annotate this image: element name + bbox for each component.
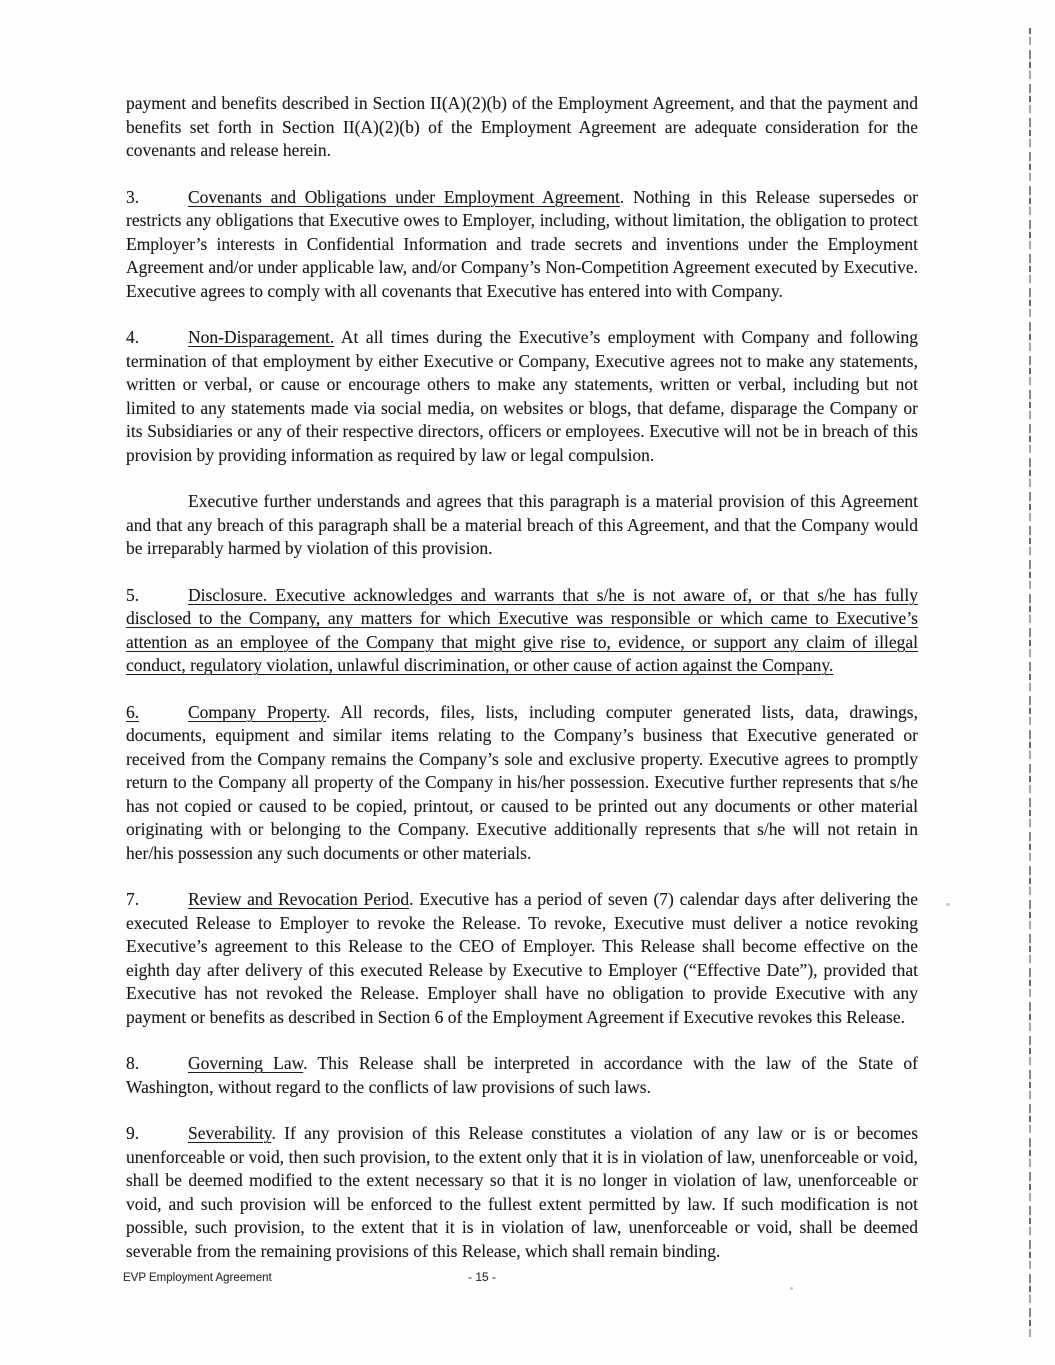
section-heading: Severability <box>188 1123 272 1143</box>
paragraph: 9. Severability. If any provision of this Release constitutes a violation of any law or is or becomes unenforceable or void, then such provision, to the extent only that it is in violation of law, unenforceable or void, shall be deemed modified to the extent necessary so that it is no longer in violation of law, unenforceable or void, and such provision will be enforced to the fullest extent permitted by law. If such modification is not possible, such provision, to the extent that it is in violation of law, unenforceable or void, shall be deemed severable from the remaining provisions of this Release, which shall remain binding. <box>126 1123 919 1261</box>
paragraph: 4. Non-Disparagement. At all times during the Executive’s employment with Company and following termination of that employment by either Executive or Company, Executive agrees not to make any statements, written or verbal, or cause or encourage others to make any statements, written or verbal, including but not limited to any statements made via social media, on websites or blogs, that defame, disparage the Company or its Subsidiaries or any of their respective directors, officers or employees. Executive will not be in breach of this provision by providing information as required by law or legal compulsion. <box>126 327 918 465</box>
section-number: 9. <box>126 1123 140 1143</box>
section-heading: Non-Disparagement. <box>188 327 335 347</box>
section-heading: Covenants and Obligations under Employment Agreement <box>188 186 620 207</box>
section-number: 6. <box>126 701 140 722</box>
paragraph: 6. Company Property. All records, files, lists, including computer generated lists, data, drawings, documents, equipment and similar items relating to the Company’s business that Executive generated or received from the Company remains the Company’s sole and exclusive property. Executive agrees to promptly return to the Company all property of the Company in his/her possession. Executive further represents that s/he has not copied or caused to be copied, printout, or caused to be printed out any documents or other material originating with or belonging to the Company. Executive additionally represents that s/he will not retain in her/his possession any such documents or other materials. <box>126 701 918 863</box>
document-body <box>126 92 918 1286</box>
paragraph: 7. Review and Revocation Period. Executive has a period of seven (7) calendar days after delivering the executed Release to Employer to revoke the Release. To revoke, Executive must deliver a notice revoking Executive’s agreement to this Release to the CEO of Employer. This Release shall become effective on the eighth day after delivery of this executed Release by Executive to Employer (“Effective Date”), provided that Executive has not revoked the Release. Employer shall have no obligation to provide Executive with any payment or benefits as described in Section 6 of the Employment Agreement if Executive revokes this Release. <box>126 889 919 1027</box>
paragraph: 8. Governing Law. This Release shall be interpreted in accordance with the law of the State of Washington, without regard to the conflicts of law provisions of such laws. <box>126 1053 919 1097</box>
paragraph: Executive further understands and agrees that this paragraph is a material provision of this Agreement and that any breach of this paragraph shall be a material breach of this Agreement, and that the Company would be irreparably harmed by violation of this provision. <box>126 491 918 558</box>
page-number: - 15 - <box>468 1270 497 1284</box>
paragraph: 3. Covenants and Obligations under Employment Agreement. Nothing in this Release supersedes or restricts any obligations that Executive owes to Employer, including, without limitation, the obligation to protect Employer’s interests in Confidential Information and trade secrets and inventions under the Employment Agreement and/or under applicable law, and/or Company’s Non-Competition Agreement executed by Executive. Executive agrees to comply with all covenants that Executive has entered into with Company. <box>126 186 919 301</box>
paragraph <box>126 584 918 678</box>
footer-document-title: EVP Employment Agreement <box>123 1272 272 1284</box>
section-heading: Governing Law <box>188 1053 304 1073</box>
scan-speck <box>790 1287 793 1290</box>
underlined-section-text: Disclosure. Executive acknowledges and warrants that s/he is not aware of, or that s/he has fully disclosed to the Company, any matters for which Executive was responsible or which came to Executive’s attention as an employee of the Company that might give rise to, evidence, or support any claim of illegal conduct, regulatory violation, unlawful discrimination, or other cause of action against the Company. <box>126 584 918 675</box>
paragraph-continuation: payment and benefits described in Section II(A)(2)(b) of the Employment Agreement, and that the payment and benefits set forth in Section II(A)(2)(b) of the Employment Agreement are adequate consideration for the covenants and release herein. <box>126 93 918 160</box>
scan-edge-artifact-line <box>1029 28 1031 1340</box>
section-number: 7. <box>126 889 140 909</box>
section-number: 4. <box>126 327 140 347</box>
scan-speck <box>946 903 950 906</box>
section-heading: Company Property <box>188 701 327 722</box>
section-number: 5. <box>126 584 140 605</box>
section-number: 3. <box>126 186 140 207</box>
section-number: 8. <box>126 1053 140 1073</box>
section-heading: Review and Revocation Period <box>188 889 410 909</box>
